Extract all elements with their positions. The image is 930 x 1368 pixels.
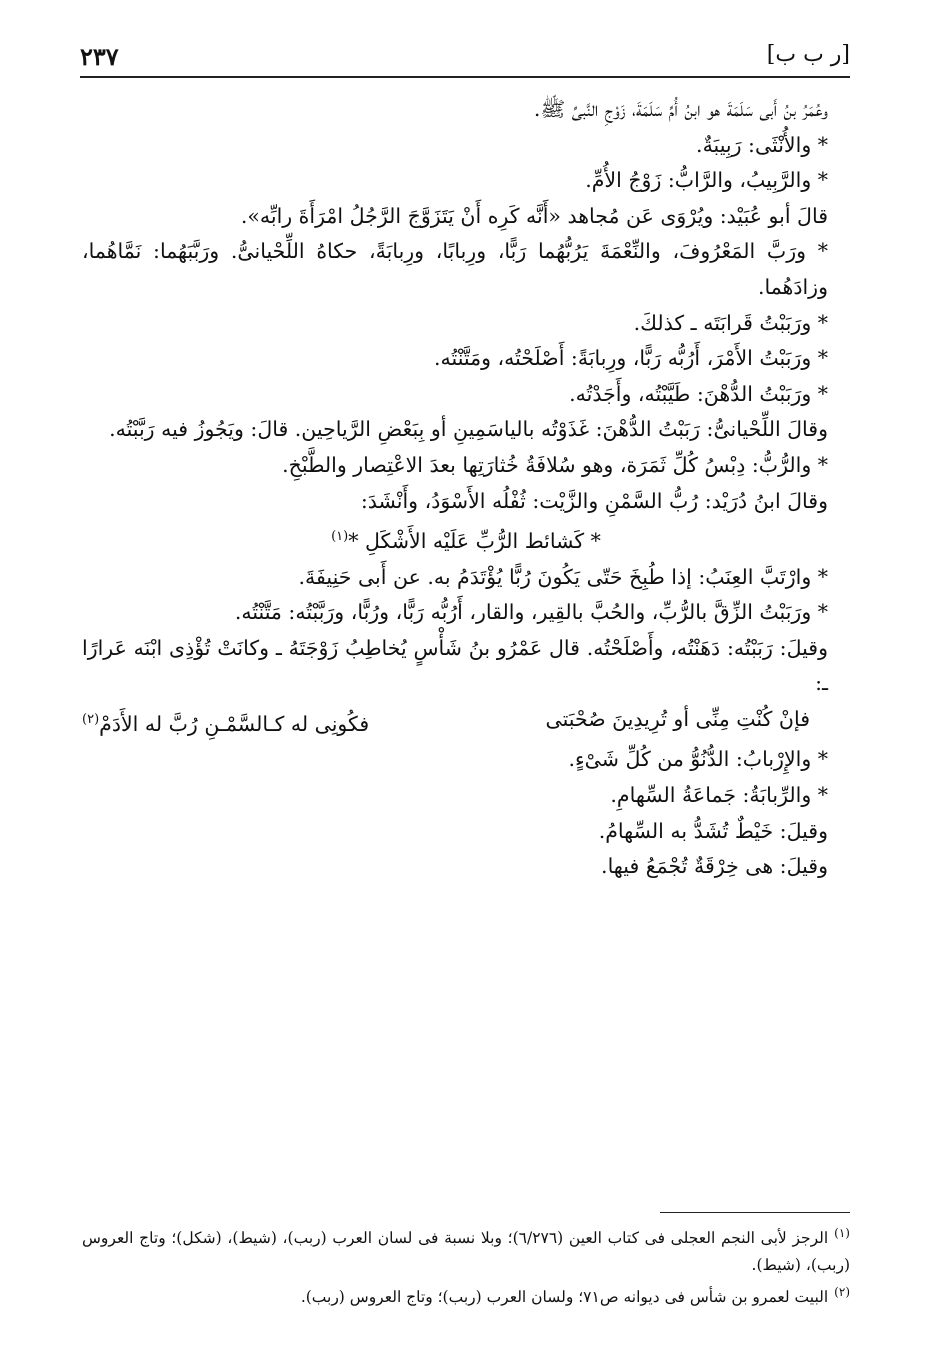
- body-line: * والرِّبابَةُ: جَماعَةُ السِّهامِ.: [610, 782, 828, 807]
- footnotes: [82, 1220, 850, 1311]
- body-line: قالَ أبو عُبَيْد: ويُرْوَى عَن مُجاهد «أَنَّه كَرِه أَنْ يَتَزَوَّجَ الرَّجُلُ امْرَأَةَ رابِّه».: [240, 203, 828, 228]
- body-line: وقيلَ: هى خِرْقَةٌ تُجْمَعُ فيها.: [601, 854, 828, 879]
- entry-body: [82, 92, 850, 885]
- body-line: وقالَ ابنُ دُرَيْد: رُبُّ السَّمْنِ والزَّيْت: ثُفْلُه الأَسْوَدُ، وأَنْشَدَ:: [360, 488, 828, 513]
- body-line: * وارْتَبَّ العِنَبُ: إذا طُبِخَ حَتّى يَكُونَ رُبًّا يُؤْتَدَمُ به. عن أَبى حَنِيفَةَ.: [298, 564, 828, 589]
- footnote-1: [82, 1220, 850, 1279]
- body-line: وقيلَ: رَبَبْتُه: دَهَنْتُه، وأَصْلَحْتُه. قال عَمْرُو بنُ شَأْسٍ يُخاطِبُ زَوْجَتَهُ ـ وكانَتْ تُؤْذِى ابْنَه عَرارًا ـ:: [82, 635, 828, 696]
- body-line: وعُمَرُ بنُ أَبى سَلَمَةَ هو ابنُ أُمِّ سَلَمَةَ، زَوْجِ النَّبىِّ ﷺ.: [533, 97, 828, 121]
- footnote-ref-2: (٢): [82, 711, 100, 727]
- body-line: * والرُّبُّ: دِبْسُ كُلِّ ثَمَرَة، وهو سُلافَةُ خُثارَتِها بعدَ الاعْتِصار والطَّبْخِ.: [282, 452, 828, 477]
- footnote-text: البيت لعمرو بن شأس فى ديوانه ص٧١؛ ولسان العرب (ربب)؛ وتاج العروس (ربب).: [300, 1288, 829, 1307]
- footnote-mark: (١): [834, 1226, 850, 1240]
- body-line: * والرَّبِيبُ، والرَّابُّ: زَوْجُ الأُمِّ.: [585, 168, 828, 193]
- rajaz-citation: [82, 519, 850, 559]
- footnote-ref-1: (١): [331, 529, 349, 545]
- body-line: وقيلَ: خَيْطٌ تُشَدُّ به السِّهامُ.: [598, 818, 828, 843]
- body-line: * ورَبَبْتُ الأَمْرَ، أَرُبُّه رَبًّا، ورِبابَةً: أَصْلَحْتُه، ومَتَّنْتُه.: [434, 346, 828, 371]
- verse-second-hemistich: فكُونِى له كـالسَّمْـنِ رُبَّ له الأَدَمْ$^{(٢)}$: [82, 711, 370, 736]
- body-line: وقالَ اللِّحْيانىُّ: رَبَبْتُ الدُّهْنَ: غَذَوْتُه بالياسَمِينِ أو بِبَعْضِ الرَّياحِين. قالَ: ويَجُوزُ فيه رَبَّبْتُه.: [109, 417, 828, 442]
- body-line: * والأُنْثَى: رَبِيبَةٌ.: [696, 132, 828, 157]
- footnote-mark: (٢): [834, 1285, 850, 1300]
- body-line: * ورَبَّ المَعْرُوفَ، والنِّعْمَةَ يَرُبُّهُما رَبًّا، ورِبابًا، ورِبابَةً، حكاهُ اللِّحْيانىُّ. ورَبَّبَهُما: نَمَّاهُما، وزادَهُما.: [82, 239, 828, 299]
- footnote-divider: [660, 1212, 850, 1213]
- footnote-text: الرجز لأبى النجم العجلى فى كتاب العين (٦/٢٧٦)؛ وبلا نسبة فى لسان العرب (ربب)، (شيط)، (شكل)؛ وتاج العروس (ربب)، (شيط).: [82, 1229, 850, 1275]
- body-line: * والإِرْبابُ: الدُّنُوُّ من كُلِّ شَىْءٍ.: [568, 747, 828, 772]
- rajaz-text: * كَشائط الرُّبِّ عَلَيْه الأَشْكَلِ *: [348, 528, 601, 553]
- body-line: * ورَبَبْتُ قَرابَتَه ـ كذلكَ.: [633, 310, 828, 335]
- running-head: [ر ب ب]: [766, 42, 850, 67]
- poetry-verse: [82, 702, 850, 742]
- verse-first-hemistich: فإنْ كُنْتِ مِنِّى أو تُرِيدِينَ صُحْبَتى: [545, 706, 810, 731]
- page-header: [80, 40, 850, 78]
- body-line: * ورَبَبْتُ الدُّهْنَ: طَيَّبْتُه، وأَجَدْتُه.: [569, 381, 828, 406]
- page-number: ٢٣٧: [80, 42, 119, 71]
- footnote-2: [82, 1279, 850, 1311]
- body-line: * ورَبَبْتُ الزِّقَّ بالرُّبِّ، والحُبَّ بالقِير، والقار، أَرُبُّه رَبًّا، ورُبًّا، ورَبَّبْتُه: مَتَّنْتُه.: [234, 600, 828, 625]
